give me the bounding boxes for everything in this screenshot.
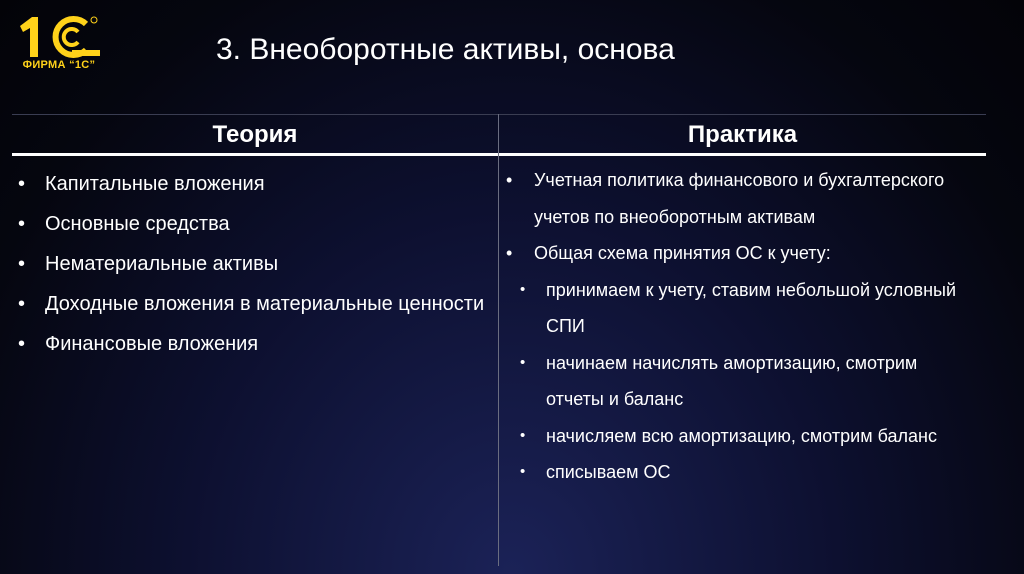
bullet-icon: •	[18, 333, 26, 355]
table-header-divider	[12, 153, 986, 156]
list-item: • Нематериальные активы	[18, 244, 488, 284]
list-item: • Капитальные вложения	[18, 164, 488, 204]
list-item: • Финансовые вложения	[18, 324, 488, 364]
bullet-icon: •	[506, 170, 513, 190]
sub-list-item: • принимаем к учету, ставим небольшой условный СПИ	[520, 272, 976, 345]
logo-caption: ФИРМА “1С”	[22, 59, 96, 71]
bullet-icon: •	[506, 243, 513, 263]
sub-list-item: • списываем ОС	[520, 454, 976, 491]
logo-1c-icon	[16, 14, 102, 60]
practice-list	[506, 162, 976, 491]
firm-logo	[16, 14, 102, 74]
bullet-icon: •	[18, 213, 26, 235]
theory-list	[18, 164, 488, 364]
slide-title: 3. Внеоборотные активы, основа	[216, 33, 675, 66]
column-header-theory: Теория	[212, 121, 298, 148]
bullet-icon: •	[520, 426, 526, 444]
list-item: • Доходные вложения в материальные ценности	[18, 284, 488, 324]
list-item: • Учетная политика финансового и бухгалтерского учетов по внеоборотным активам	[506, 162, 976, 235]
sub-list-item: • начисляем всю амортизацию, смотрим баланс	[520, 418, 976, 455]
list-item: • Общая схема принятия ОС к учету:	[506, 235, 976, 272]
bullet-icon: •	[520, 353, 526, 371]
bullet-icon: •	[520, 280, 526, 298]
bullet-icon: •	[18, 293, 26, 315]
bullet-icon: •	[18, 173, 26, 195]
bullet-icon: •	[520, 463, 526, 480]
list-item: • Основные средства	[18, 204, 488, 244]
bullet-icon: •	[18, 253, 26, 275]
column-header-practice: Практика	[687, 121, 798, 148]
practice-sublist	[506, 272, 976, 491]
table-top-border	[12, 114, 986, 115]
sub-list-item: • начинаем начислять амортизацию, смотрим отчеты и баланс	[520, 345, 976, 418]
column-divider	[498, 114, 499, 566]
